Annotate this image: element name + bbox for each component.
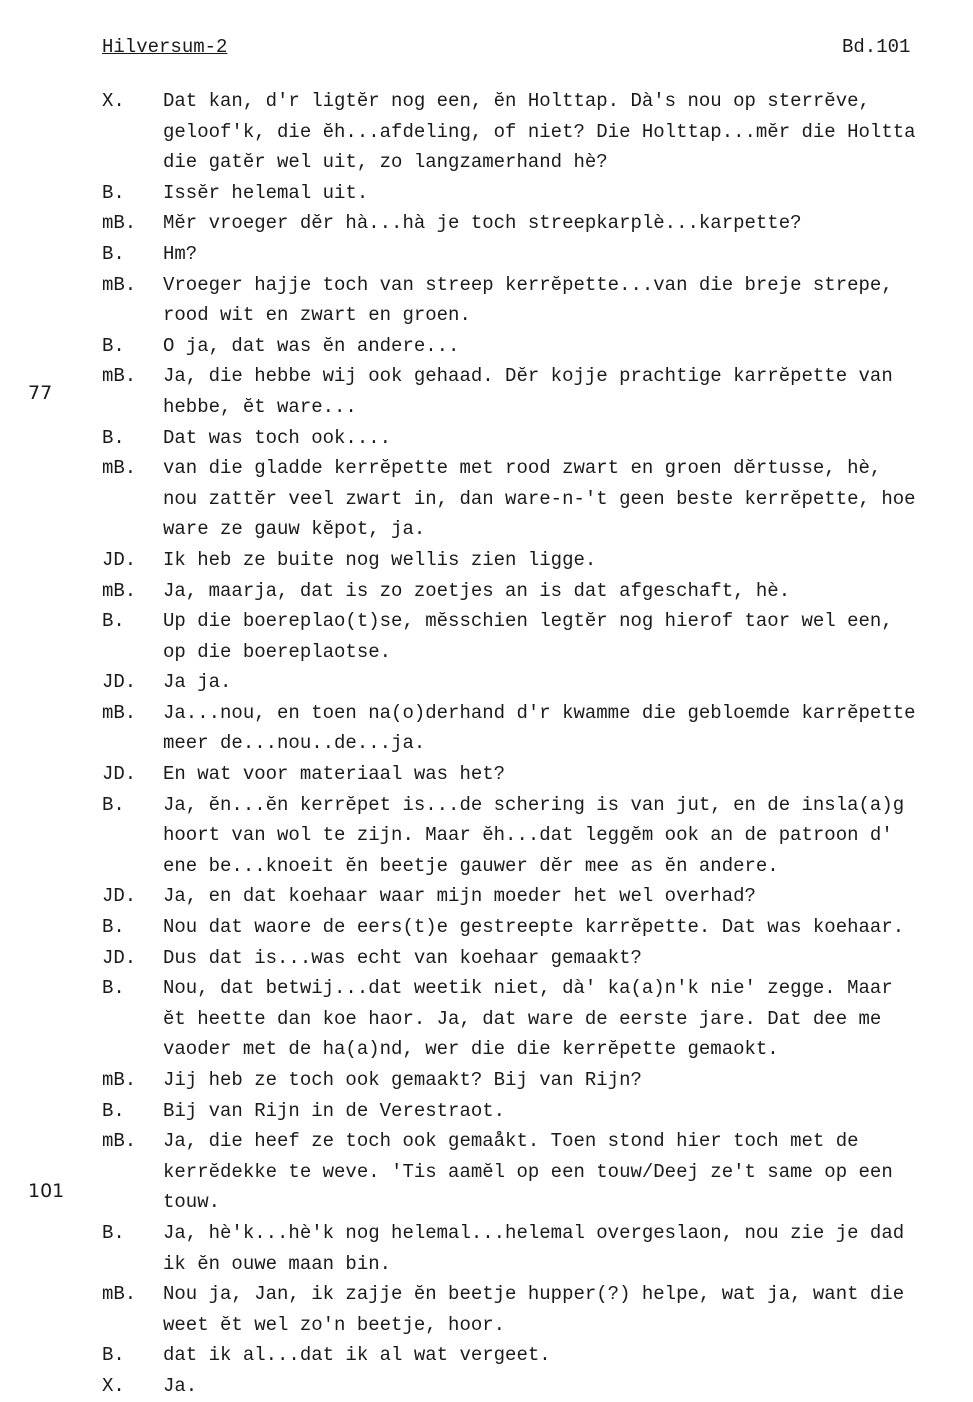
speaker-label: JD. (102, 946, 137, 969)
utterance-text (163, 270, 973, 331)
utterance-text (163, 1065, 973, 1096)
speaker-label: mB. (102, 365, 137, 388)
speaker-label: B. (102, 977, 125, 1000)
utterance-line: En wat voor materiaal was het? (163, 763, 506, 786)
utterance-text (163, 1340, 973, 1371)
speaker-label: B. (102, 1221, 125, 1244)
utterance-line: Up die boereplao(t)se, mĕsschien legtĕr nog hierof taor wel een, (163, 610, 893, 633)
speaker-label: B. (102, 242, 125, 265)
transcript-turn (0, 1218, 973, 1279)
utterance-line: Ja, die heef ze toch ook gemaåkt. Toen stond hier toch met de (163, 1130, 859, 1153)
speaker-label: B. (102, 1099, 125, 1122)
utterance-text (163, 361, 973, 422)
transcript-turn (0, 667, 973, 698)
utterance-line: Issĕr helemal uit. (163, 181, 369, 204)
utterance-text (163, 576, 973, 607)
speaker-label: B. (102, 610, 125, 633)
utterance-line: van die gladde kerrĕpette met rood zwart en groen dĕrtusse, hè, (163, 457, 882, 480)
utterance-line: Bij van Rijn in de Verestraot. (163, 1099, 506, 1122)
utterance-line: Dat was toch ook.... (163, 426, 392, 449)
speaker-label: mB. (102, 1283, 137, 1306)
utterance-text (163, 178, 973, 209)
utterance-line: vaoder met de ha(a)nd, wer die die kerrĕpette gemaokt. (163, 1038, 779, 1061)
utterance-line: die gatĕr wel uit, zo langzamerhand hè? (163, 151, 608, 174)
speaker-label: B. (102, 916, 125, 939)
utterance-line: meer de...nou..de...ja. (163, 732, 426, 755)
utterance-text (163, 331, 973, 362)
utterance-text (163, 698, 973, 759)
utterance-line: Ja, maarja, dat is zo zoetjes an is dat afgeschaft, hè. (163, 579, 791, 602)
speaker-label: B. (102, 181, 125, 204)
utterance-text (163, 453, 973, 545)
speaker-label: B. (102, 426, 125, 449)
utterance-line: kerrĕdekke te weve. 'Tis aamĕl op een touw/Deej ze't same op een (163, 1160, 893, 1183)
utterance-line: Ja. (163, 1374, 198, 1397)
utterance-line: touw. (163, 1191, 221, 1214)
speaker-label: X. (102, 90, 125, 112)
utterance-line: ene be...knoeit ĕn beetje gauwer dĕr mee as ĕn andere. (163, 854, 779, 877)
utterance-line: Vroeger hajje toch van streep kerrĕpette...van die breje strepe, (163, 273, 893, 296)
transcript-turn (0, 1065, 973, 1096)
speaker-label: JD. (102, 548, 137, 571)
utterance-text (163, 759, 973, 790)
utterance-line: Ik heb ze buite nog wellis zien ligge. (163, 548, 597, 571)
transcript-turn (0, 86, 973, 178)
utterance-text (163, 943, 973, 974)
speaker-label: mB. (102, 273, 137, 296)
transcript-turn (0, 331, 973, 362)
utterance-line: Dat kan, d'r ligtĕr nog een, ĕn Holttap. Dà's nou op sterrĕve, (163, 90, 870, 112)
transcript-turn (0, 943, 973, 974)
transcript-turn (0, 208, 973, 239)
speaker-label: X. (102, 1374, 125, 1397)
transcript-body (0, 86, 973, 1402)
utterance-text (163, 1096, 973, 1127)
utterance-line: Ja, hè'k...hè'k nog helemal...helemal overgeslaon, nou zie je dad (163, 1221, 905, 1244)
speaker-label: B. (102, 1344, 125, 1367)
utterance-text (163, 239, 973, 270)
utterance-line: nou zattĕr veel zwart in, dan ware-n-'t geen beste kerrĕpette, hoe (163, 487, 916, 510)
utterance-text (163, 1371, 973, 1402)
transcript-turn (0, 361, 973, 422)
utterance-line: geloof'k, die ĕh...afdeling, of niet? Die Holttap...mĕr die Holtta (163, 120, 916, 143)
utterance-text (163, 973, 973, 1065)
utterance-text (163, 1218, 973, 1279)
transcript-turn (0, 1096, 973, 1127)
transcript-turn (0, 576, 973, 607)
utterance-text (163, 86, 973, 178)
utterance-text (163, 881, 973, 912)
utterance-line: Mĕr vroeger dĕr hà...hà je toch streepkarplè...karpette? (163, 212, 802, 235)
utterance-line: Dus dat is...was echt van koehaar gemaakt? (163, 946, 642, 969)
speaker-label: mB. (102, 1069, 137, 1091)
utterance-text (163, 667, 973, 698)
utterance-text (163, 1126, 973, 1218)
utterance-text (163, 790, 973, 882)
speaker-label: mB. (102, 212, 137, 235)
utterance-line: ware ze gauw kĕpot, ja. (163, 518, 426, 541)
speaker-label: mB. (102, 701, 137, 724)
utterance-line: Nou, dat betwij...dat weetik niet, dà' ka(a)n'k nie' zegge. Maar (163, 977, 893, 1000)
utterance-text (163, 423, 973, 454)
utterance-line: Ja, die hebbe wij ook gehaad. Dĕr kojje prachtige karrĕpette van (163, 365, 893, 388)
transcript-turn (0, 270, 973, 331)
utterance-line: Hm? (163, 242, 198, 265)
utterance-line: Ja ja. (163, 671, 232, 694)
utterance-line: Nou ja, Jan, ik zajje ĕn beetje hupper(?) helpe, wat ja, want die (163, 1283, 905, 1306)
transcript-turn (0, 881, 973, 912)
transcript-turn (0, 1371, 973, 1402)
utterance-line: Ja, ĕn...ĕn kerrĕpet is...de schering is van jut, en de insla(a)g (163, 793, 905, 816)
speaker-label: mB. (102, 579, 137, 602)
transcript-turn (0, 698, 973, 759)
utterance-line: O ja, dat was ĕn andere... (163, 334, 460, 357)
utterance-text (163, 1279, 973, 1340)
speaker-label: JD. (102, 885, 137, 908)
transcript-turn (0, 973, 973, 1065)
header-tape-number: Bd.101 (842, 36, 911, 58)
transcript-turn (0, 239, 973, 270)
utterance-text (163, 545, 973, 576)
transcript-turn (0, 1126, 973, 1218)
utterance-line: hebbe, ĕt ware... (163, 395, 357, 418)
utterance-line: Ja, en dat koehaar waar mijn moeder het wel overhad? (163, 885, 756, 908)
utterance-line: rood wit en zwart en groen. (163, 304, 471, 327)
utterance-text (163, 606, 973, 667)
header-location: Hilversum-2 (102, 36, 228, 58)
margin-counter-101: 101 (28, 1180, 65, 1202)
speaker-label: JD. (102, 671, 137, 694)
utterance-line: op die boereplaotse. (163, 640, 392, 663)
speaker-label: B. (102, 334, 125, 357)
transcript-turn (0, 423, 973, 454)
transcript-turn (0, 606, 973, 667)
utterance-line: weet ĕt wel zo'n beetje, hoor. (163, 1313, 506, 1336)
utterance-text (163, 912, 973, 943)
transcript-turn (0, 759, 973, 790)
transcript-turn (0, 912, 973, 943)
transcript-turn (0, 790, 973, 882)
utterance-line: ik ĕn ouwe maan bin. (163, 1252, 392, 1275)
transcript-turn (0, 453, 973, 545)
utterance-line: ĕt heette dan koe haor. Ja, dat ware de eerste jare. Dat dee me (163, 1007, 882, 1030)
utterance-line: Nou dat waore de eers(t)e gestreepte karrĕpette. Dat was koehaar. (163, 916, 905, 939)
speaker-label: B. (102, 793, 125, 816)
margin-counter-77: 77 (28, 382, 53, 404)
utterance-line: Ja...nou, en toen na(o)derhand d'r kwamme die gebloemde karrĕpette (163, 701, 916, 724)
utterance-line: Jij heb ze toch ook gemaakt? Bij van Rijn? (163, 1069, 642, 1091)
utterance-line: hoort van wol te zijn. Maar ĕh...dat leggĕm ook an de patroon d' (163, 824, 893, 847)
transcript-turn (0, 1340, 973, 1371)
speaker-label: mB. (102, 457, 137, 480)
utterance-text (163, 208, 973, 239)
speaker-label: JD. (102, 763, 137, 786)
transcript-turn (0, 1279, 973, 1340)
speaker-label: mB. (102, 1130, 137, 1153)
transcript-turn (0, 178, 973, 209)
transcript-turn (0, 545, 973, 576)
utterance-line: dat ik al...dat ik al wat vergeet. (163, 1344, 551, 1367)
